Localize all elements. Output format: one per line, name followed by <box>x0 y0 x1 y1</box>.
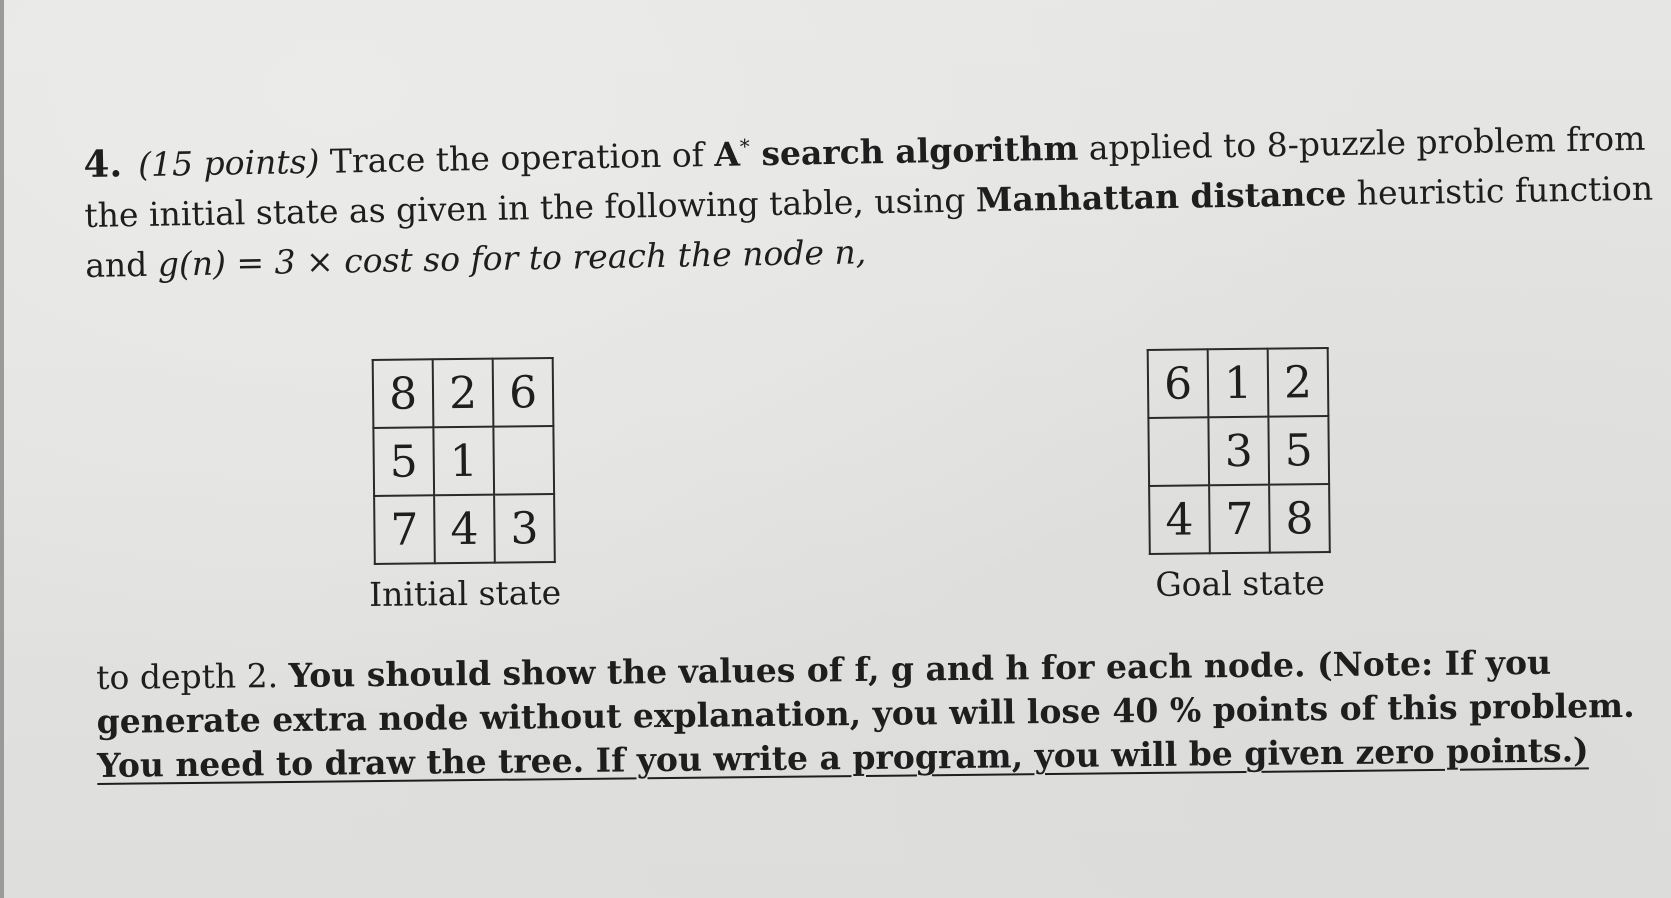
grid-cell: 2 <box>433 359 494 428</box>
grid-cell: 5 <box>1268 416 1329 485</box>
grid-cell: 6 <box>493 358 554 427</box>
initial-state-block <box>367 357 562 614</box>
grid-cell-blank <box>493 426 554 495</box>
grid-cell: 3 <box>494 494 555 563</box>
initial-state-grid <box>372 357 556 565</box>
grid-cell: 4 <box>434 495 495 564</box>
algorithm-suffix: search algorithm <box>749 128 1079 174</box>
goal-state-block <box>1147 347 1332 604</box>
heuristic-name: Manhattan distance <box>975 173 1347 220</box>
grid-row <box>1149 484 1330 554</box>
problem-instructions <box>96 640 1657 788</box>
problem-statement <box>83 106 1654 291</box>
grid-cell: 4 <box>1149 485 1210 554</box>
paper-edge <box>0 0 4 898</box>
problem-text-2b: heuristic function <box>1346 168 1654 213</box>
algorithm-star: * <box>739 134 750 159</box>
problem-text-2a: the initial state as given in the following table, using <box>84 180 977 235</box>
problem-text-1c: applied to 8-puzzle problem from <box>1078 118 1646 168</box>
grid-cell: 7 <box>374 495 435 564</box>
grid-cell: 6 <box>1148 349 1209 418</box>
grid-cell: 8 <box>373 359 434 428</box>
grid-cell: 1 <box>1208 349 1269 418</box>
grid-cell-blank <box>1148 417 1209 486</box>
initial-state-caption: Initial state <box>368 572 562 614</box>
goal-state-caption: Goal state <box>1155 563 1326 604</box>
grid-cell: 1 <box>433 427 494 496</box>
grid-cell: 3 <box>1208 417 1269 486</box>
goal-state-grid <box>1147 347 1331 555</box>
instructions-text-1: You should show the values of f, g and h for each node. (Note: If you <box>288 642 1552 695</box>
grid-cell: 5 <box>373 427 434 496</box>
algorithm-name: A <box>713 134 741 174</box>
grid-row <box>1148 416 1329 486</box>
problem-text-1a: Trace the operation of <box>329 134 715 181</box>
grid-row <box>373 358 554 428</box>
problem-text-3a: and <box>84 244 159 285</box>
instructions-line-2: generate extra node without explanation, you will lose 40 % points of this problem. <box>96 685 1635 741</box>
grid-cell: 7 <box>1209 485 1270 554</box>
grid-row <box>373 426 554 496</box>
problem-points: (15 points) <box>137 141 320 185</box>
depth-text: to depth 2. <box>96 655 289 697</box>
grid-cell: 8 <box>1269 484 1330 553</box>
cost-formula: g(n) = 3 × cost so for to reach the node n, <box>157 232 867 284</box>
grid-row <box>374 494 555 564</box>
instructions-line-3: You need to draw the tree. If you write a program, you will be given zero points.) <box>96 730 1589 785</box>
problem-number: 4. <box>83 141 123 186</box>
grid-row <box>1148 348 1329 418</box>
grid-cell: 2 <box>1268 348 1329 417</box>
